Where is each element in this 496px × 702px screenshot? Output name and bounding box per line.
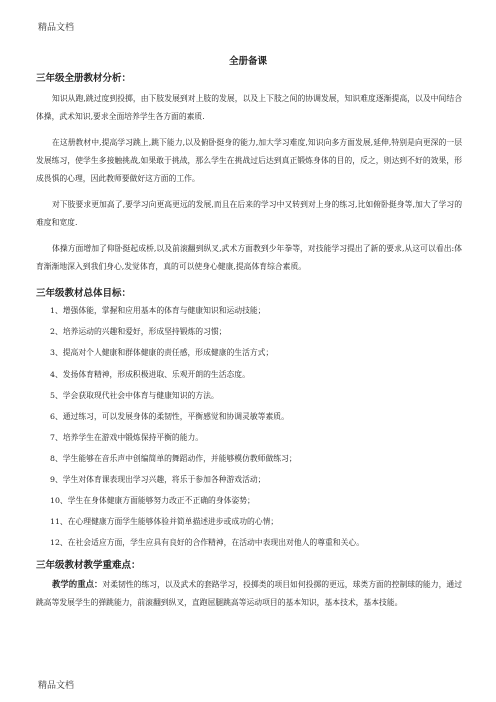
goal-item: 3、提高对个人健康和群体健康的责任感，形成健康的生活方式； — [50, 348, 274, 357]
goal-item: 11、在心理健康方面学生能够体验并简单描述进步或成功的心情； — [50, 517, 279, 526]
goal-item: 8、学生能够在音乐声中创编简单的舞蹈动作，并能够模仿教师做练习； — [50, 454, 297, 463]
analysis-paragraph-4: 体操方面增加了仰卧挺起成桥,以及前滚翻到纵叉,武术方面教到少年拳等，对技能学习提出了新的要求,从这可以看出:体育渐渐地深入到我们身心,发觉体育，真的可以使身心健康,提高体育综合素质。 — [36, 244, 462, 271]
key-points-label: 教学的重点： — [52, 579, 103, 589]
section-heading-goals: 三年级教材总体目标： — [36, 288, 132, 299]
key-points-paragraph — [36, 575, 462, 612]
goal-item: 2、培养运动的兴趣和爱好，形成坚持锻炼的习惯； — [50, 327, 227, 336]
page-footer: 精品文档 — [38, 681, 75, 691]
goal-item: 4、发扬体育精神，形成积极进取、乐观开朗的生活态度。 — [50, 370, 250, 379]
analysis-paragraph-3: 对下肢要求更加高了,要学习向更高更远的发展,而且在后来的学习中又转到对上身的练习,比如俯卧挺身等,加大了学习的难度和宽度. — [36, 200, 462, 227]
goal-item: 6、通过练习，可以发展身体的柔韧性，平衡感觉和协调灵敏等素质。 — [50, 412, 289, 421]
goal-item: 10、学生在身体健康方面能够努力改正不正确的身体姿势； — [50, 496, 255, 505]
goal-item: 7、培养学生在游戏中锻炼保持平衡的能力。 — [50, 433, 204, 442]
page-header: 精品文档 — [38, 23, 75, 33]
analysis-paragraph-1: 知识从跑,跳过度到投掷，由下肢发展到对上肢的发展，以及上下肢之间的协调发展，知识难度逐渐提高，以及中间结合体操，武术知识,要求全面培养学生各方面的素质. — [36, 94, 462, 121]
goal-item: 9、学生对体育课表现出学习兴趣，将乐于参加各种游戏活动； — [50, 475, 266, 484]
goal-item: 1、增强体能，掌握和应用基本的体育与健康知识和运动技能； — [50, 306, 266, 315]
goal-item: 12、在社会适应方面，学生应具有良好的合作精神，在活动中表现出对他人的尊重和关心。 — [50, 538, 364, 547]
page-title: 全册备课 — [228, 56, 267, 67]
analysis-paragraph-2: 在这册教材中,提高学习跳上,跳下能力,以及俯卧挺身的能力,加大学习难度,知识向多方面发展,延伸,特别是向更深的一层发展练习，使学生多接触挑战,如果敢于挑战，那么学生在挑战过后达到真正锻炼身体的目的，反之，则达到不好的效果，形成畏惧的心理，因此教师要做好这方面的工作。 — [36, 138, 462, 183]
section-heading-key-points: 三年级教材教学重难点： — [36, 560, 141, 571]
section-heading-analysis: 三年级全册教材分析： — [36, 73, 132, 84]
key-points-text: 对柔韧性的练习，以及武术的套路学习，投掷类的项目如何投掷的更远，球类方面的控制球的能力，通过跳高等发展学生的弹跳能力，前滚翻到纵叉，直跑屈腿跳高等运动项目的基本知识，基本技术，基本技能。 — [36, 580, 463, 607]
goal-item: 5、学会获取现代社会中体育与健康知识的方法。 — [50, 391, 219, 400]
